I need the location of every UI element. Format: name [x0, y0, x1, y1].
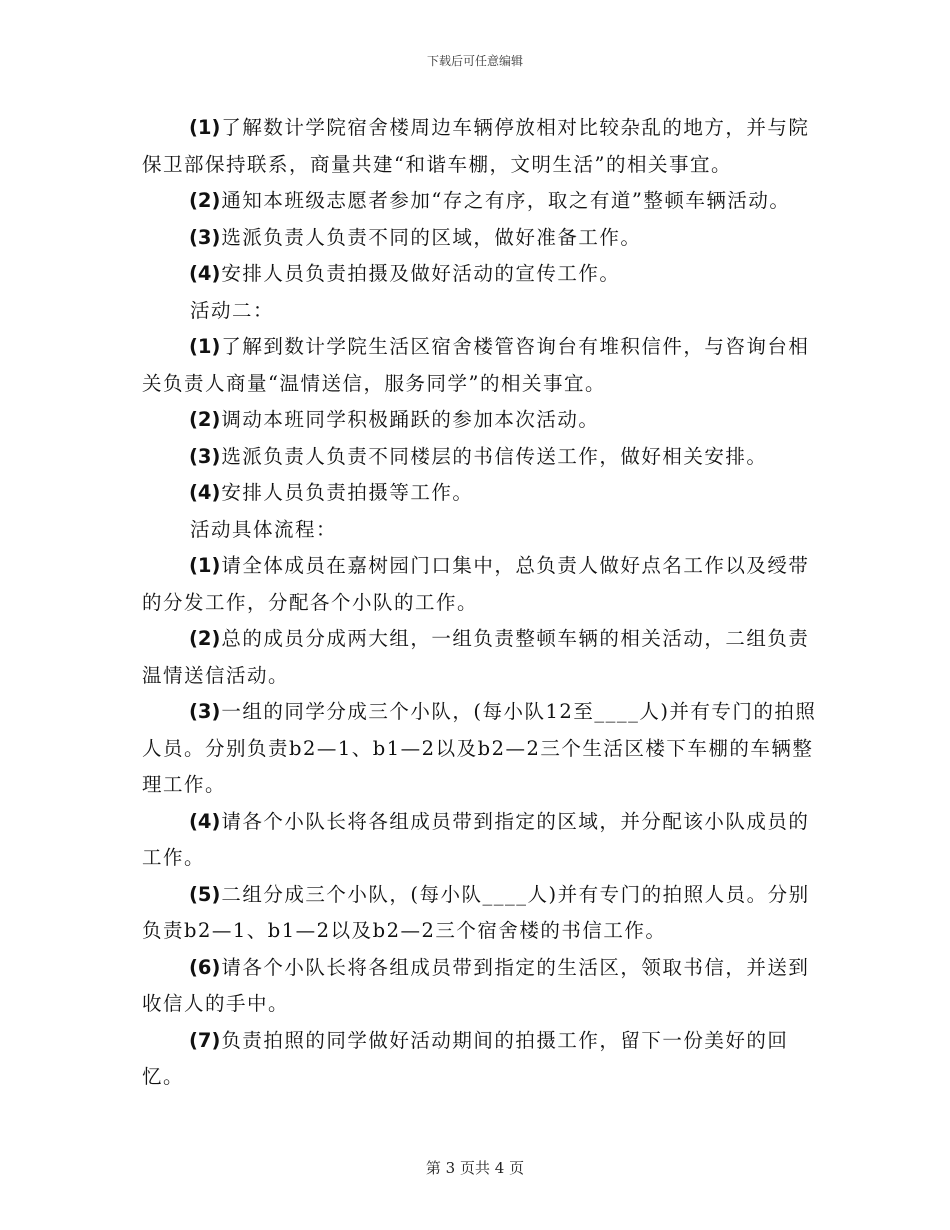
item-number: (7) — [189, 1028, 221, 1052]
paragraph-text: 活动二： — [190, 298, 275, 322]
paragraph-text: 安排人员负责拍摄及做好活动的宣传工作。 — [221, 262, 621, 285]
paragraph — [142, 220, 822, 257]
paragraph — [142, 110, 822, 183]
paragraph-text: 了解到数计学院生活区宿舍楼管咨询台有堆积信件，与咨询台相关负责人商量“温情送信，服务同学”的相关事宜。 — [142, 335, 810, 395]
paragraph-text: 活动具体流程： — [190, 517, 338, 541]
item-number: (5) — [189, 882, 221, 906]
paragraph — [142, 256, 822, 293]
paragraph-text: 安排人员负责拍摄等工作。 — [221, 481, 474, 504]
paragraph — [142, 877, 822, 950]
paragraph — [142, 329, 822, 402]
item-number: (3) — [189, 225, 221, 249]
item-number: (2) — [189, 408, 221, 431]
item-number: (2) — [189, 627, 221, 650]
paragraph — [142, 402, 822, 439]
paragraph — [142, 439, 822, 476]
item-number: (3) — [189, 700, 221, 723]
paragraph — [142, 694, 822, 804]
paragraph — [142, 621, 822, 694]
paragraph-text: 负责拍照的同学做好活动期间的拍摄工作，留下一份美好的回忆。 — [142, 1028, 789, 1088]
item-number: (4) — [189, 262, 221, 285]
section-heading — [142, 512, 822, 549]
item-number: (1) — [189, 554, 221, 577]
paragraph-text: 请全体成员在嘉树园门口集中，总负责人做好点名工作以及绶带的分发工作，分配各个小队的工作。 — [142, 554, 810, 614]
paragraph-text: 选派负责人负责不同楼层的书信传送工作，做好相关安排。 — [221, 444, 768, 468]
item-number: (1) — [189, 335, 221, 358]
paragraph-text: 二组分成三个小队，(每小队____人)并有专门的拍照人员。分别负责b2—1、b1—2以及b2—2三个宿舍楼的书信工作。 — [142, 882, 810, 942]
page-footer: 第 3 页共 4 页 — [425, 1159, 525, 1177]
paragraph — [142, 183, 822, 220]
paragraph — [142, 950, 822, 1023]
paragraph-text: 了解数计学院宿舍楼周边车辆停放相对比较杂乱的地方，并与院保卫部保持联系，商量共建“和谐车棚，文明生活”的相关事宜。 — [142, 116, 810, 176]
item-number: (1) — [189, 116, 221, 139]
document-body — [142, 110, 822, 1096]
item-number: (2) — [189, 189, 221, 212]
paragraph-text: 请各个小队长将各组成员带到指定的生活区，领取书信，并送到收信人的手中。 — [142, 955, 810, 1015]
paragraph — [142, 548, 822, 621]
paragraph — [142, 804, 822, 877]
section-heading — [142, 293, 822, 330]
paragraph-text: 总的成员分成两大组，一组负责整顿车辆的相关活动，二组负责温情送信活动。 — [142, 627, 810, 687]
paragraph — [142, 475, 822, 512]
paragraph-text: 请各个小队长将各组成员带到指定的区域，并分配该小队成员的工作。 — [142, 809, 810, 869]
paragraph-text: 调动本班同学积极踊跃的参加本次活动。 — [221, 408, 600, 431]
item-number: (4) — [189, 481, 221, 504]
paragraph-text: 选派负责人负责不同的区域，做好准备工作。 — [221, 225, 642, 249]
item-number: (4) — [189, 809, 221, 833]
item-number: (3) — [189, 444, 221, 468]
paragraph-text: 一组的同学分成三个小队，(每小队12至____人)并有专门的拍照人员。分别负责b2—1、b1—2以及b2—2三个生活区楼下车棚的车辆整理工作。 — [142, 700, 817, 796]
paragraph-text: 通知本班级志愿者参加“存之有序，取之有道”整顿车辆活动。 — [221, 189, 791, 212]
page-header: 下载后可任意编辑 — [426, 54, 523, 68]
item-number: (6) — [189, 955, 221, 979]
paragraph — [142, 1023, 822, 1096]
